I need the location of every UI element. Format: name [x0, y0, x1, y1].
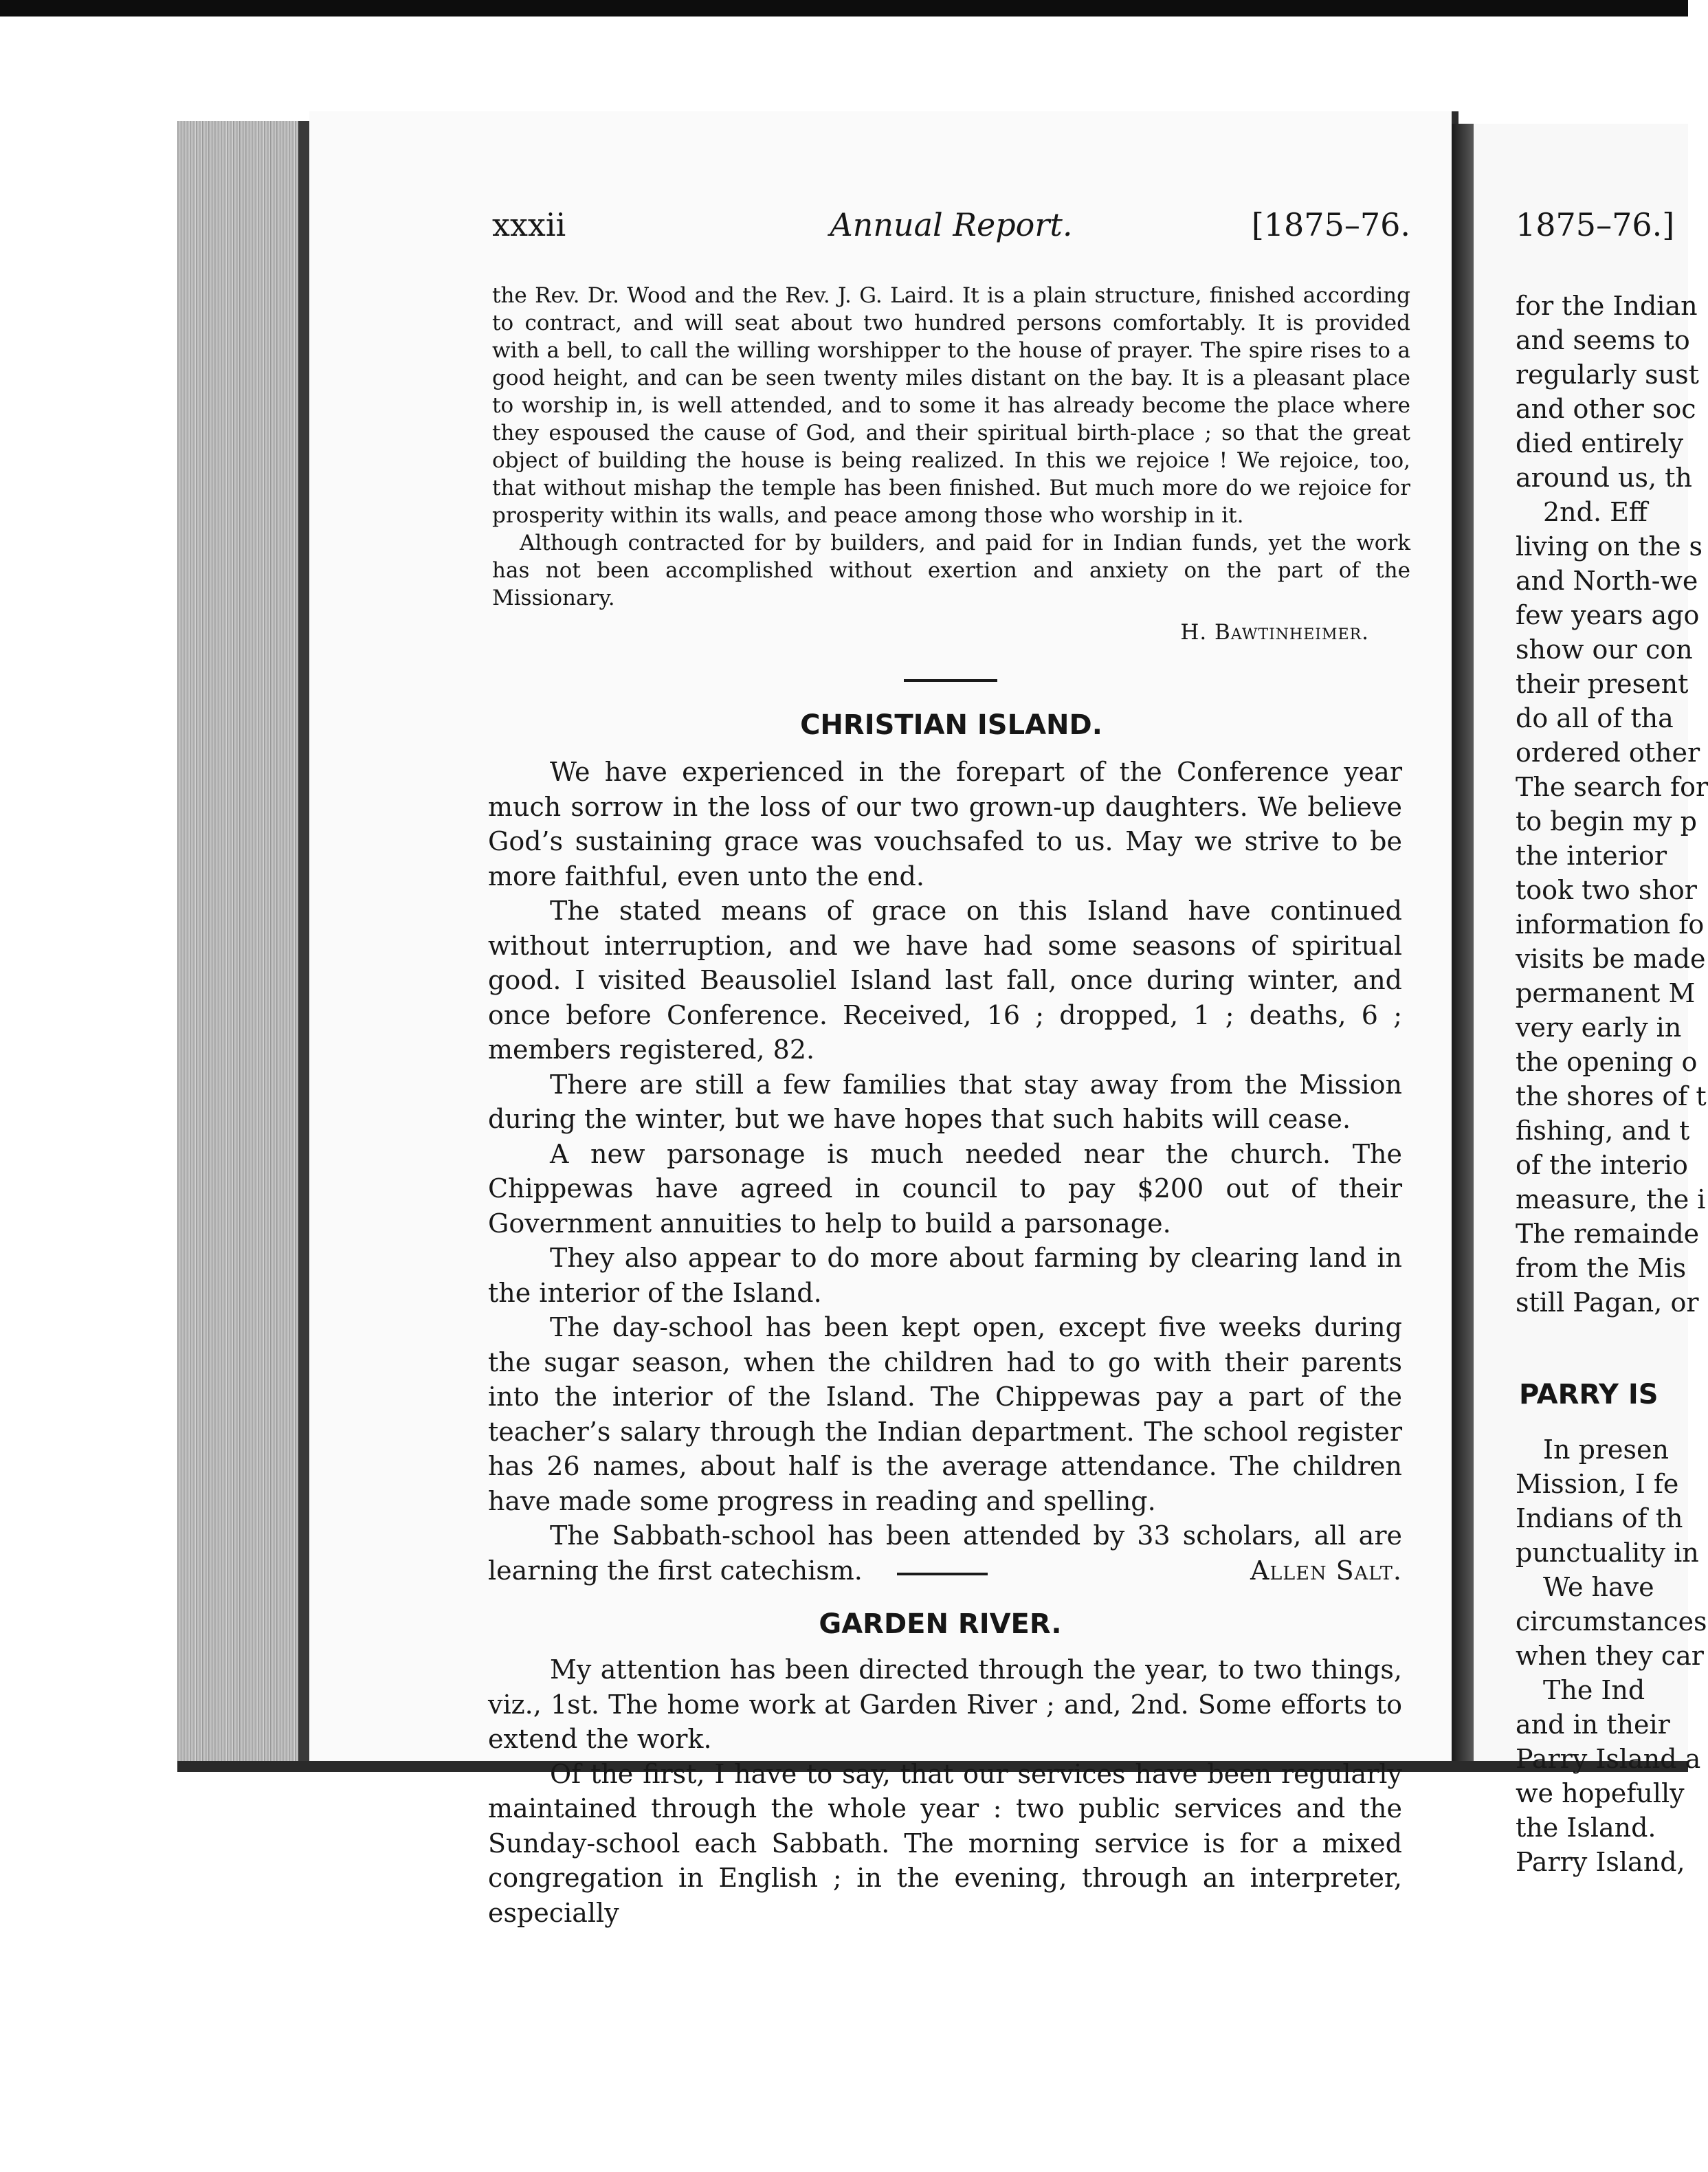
scanner-top-edge [0, 0, 1688, 16]
text-line: measure, the i [1516, 1184, 1706, 1215]
text-line: few years ago [1516, 600, 1700, 630]
text-line: do all of tha [1516, 703, 1674, 733]
text-line: when they car [1516, 1641, 1704, 1671]
previous-report [492, 282, 1410, 646]
text-line: still Pagan, or [1516, 1287, 1699, 1318]
text-line: The remainde [1516, 1219, 1700, 1249]
paragraph: There are still a few families that stay away from the Mission during the winter, but we have hopes that such habits will cease. [488, 1069, 1402, 1134]
text-line: and North-we [1516, 566, 1698, 596]
text-line: the shores of t [1516, 1081, 1707, 1111]
text-line: of the interio [1516, 1150, 1688, 1180]
text-line: and in their [1516, 1709, 1670, 1740]
running-title: Annual Report. [830, 206, 1073, 243]
text-line: The search for [1516, 772, 1708, 802]
section-heading-christian-island: CHRISTIAN ISLAND. [800, 709, 1102, 741]
right-page-text-bottom [1516, 1432, 1707, 1879]
text-line: circumstances [1516, 1606, 1707, 1637]
signature: H. Bawtinheimer. [1180, 620, 1369, 645]
text-line: living on the s [1516, 531, 1703, 562]
text-line: Mission, I fe [1516, 1469, 1679, 1499]
text-line: ordered other [1516, 738, 1700, 768]
signature: Allen Salt. [1250, 1555, 1402, 1586]
right-page-text-top [1516, 289, 1708, 1320]
text-line: information fo [1516, 909, 1705, 940]
running-years: [1875–76. [1251, 206, 1410, 243]
text-line: to begin my p [1516, 806, 1697, 836]
text-line: Indians of th [1516, 1503, 1683, 1533]
christian-island-body [488, 755, 1402, 1588]
text-line: show our con [1516, 634, 1693, 665]
paragraph: The stated means of grace on this Island have continued without interruption, and we have had some seasons of spiritual good. I visited Beausoliel Island last fall, once during winter, and once before Conference. Received, 16 ; dropped, 1 ; deaths, 6 ; members registered, 82. [488, 896, 1402, 1065]
text-line: permanent M [1516, 978, 1696, 1008]
book-gutter [1452, 124, 1474, 1763]
paragraph: the Rev. Dr. Wood and the Rev. J. G. Laird. It is a plain structure, finished according to contract, and will seat about two hundred persons comfortably. It is provided with a bell, to call the willing worshipper to the house of prayer. The spire rises to a good height, and can be seen twenty miles distant on the bay. It is a pleasant place to worship in, is well attended, and to some it has already become the place where they espoused the cause of God, and their spiritual birth-place ; so that the great object of building the house is being realized. In this we rejoice ! We rejoice, too, that without mishap the temple has been finished. But much more do we rejoice for prosperity within its walls, and peace among those who worship in it. [492, 283, 1410, 528]
text-line: the Island. [1516, 1813, 1656, 1843]
text-line: punctuality in [1516, 1538, 1699, 1568]
text-line: we hopefully [1516, 1778, 1685, 1808]
text-line: We have [1543, 1572, 1654, 1602]
paragraph-text: The Sabbath-school has been attended by 33 scholars, all are learning the first catechism. [488, 1520, 1402, 1586]
text-line: regularly sust [1516, 359, 1699, 390]
text-line: the interior [1516, 841, 1667, 871]
right-running-head: 1875–76.] [1516, 206, 1675, 243]
paragraph: They also appear to do more about farming by clearing land in the interior of the Island. [488, 1243, 1402, 1308]
paragraph: We have experienced in the forepart of the Conference year much sorrow in the loss of our two grown-up daughters. We believe God’s sustaining grace was vouchsafed to us. May we strive to be more faithful, even unto the end. [488, 757, 1402, 891]
text-line: their present [1516, 669, 1689, 699]
text-line: fishing, and t [1516, 1116, 1690, 1146]
text-line: took two shor [1516, 875, 1697, 905]
paragraph: Although contracted for by builders, and paid for in Indian funds, yet the work has not been accomplished without exertion and anxiety on the part of the Missionary. [492, 531, 1410, 610]
book-page-edges [177, 121, 308, 1767]
text-line: and seems to [1516, 325, 1690, 355]
garden-river-body [488, 1652, 1402, 1930]
paragraph: Of the first, I have to say, that our services have been regularly maintained through the whole year : two public services and the Sunday-school each Sabbath. The morning service is for a mixed congregation in English ; in the evening, through an interpreter, especially [488, 1758, 1402, 1928]
text-line: very early in [1516, 1012, 1682, 1043]
section-divider [904, 679, 997, 682]
text-line: and other soc [1516, 394, 1696, 424]
section-heading-garden-river: GARDEN RIVER. [819, 1608, 1062, 1640]
paragraph: My attention has been directed through the year, to two things, viz., 1st. The home work at Garden River ; and, 2nd. Some efforts to extend the work. [488, 1654, 1402, 1754]
section-heading-parry-island: PARRY IS [1519, 1379, 1659, 1410]
paragraph: A new parsonage is much needed near the church. The Chippewas have agreed in council to pay $200 out of their Government annuities to help to build a parsonage. [488, 1138, 1402, 1239]
running-head [492, 206, 1410, 254]
section-divider [897, 1573, 988, 1575]
paragraph [488, 1518, 1402, 1588]
text-line: In presen [1543, 1434, 1670, 1465]
paragraph: The day-school has been kept open, except five weeks during the sugar season, when the children had to go with their parents into the interior of the Island. The Chippewas pay a part of the teacher’s salary through the Indian department. The school register has 26 names, about half is the average attendance. The children have made some progress in reading and spelling. [488, 1312, 1402, 1516]
text-line: visits be made [1516, 944, 1706, 974]
text-line: the opening o [1516, 1047, 1698, 1077]
text-line: Parry Island, [1516, 1847, 1685, 1877]
text-line: 2nd. Eff [1543, 497, 1648, 527]
page-number: xxxii [492, 206, 566, 243]
text-line: The Ind [1543, 1675, 1645, 1705]
text-line: died entirely [1516, 428, 1684, 458]
book-edge-shadow [298, 121, 309, 1767]
text-line: Parry Island a [1516, 1744, 1701, 1774]
text-line: for the Indian [1516, 291, 1698, 321]
text-line: from the Mis [1516, 1253, 1687, 1283]
text-line: around us, th [1516, 463, 1692, 493]
